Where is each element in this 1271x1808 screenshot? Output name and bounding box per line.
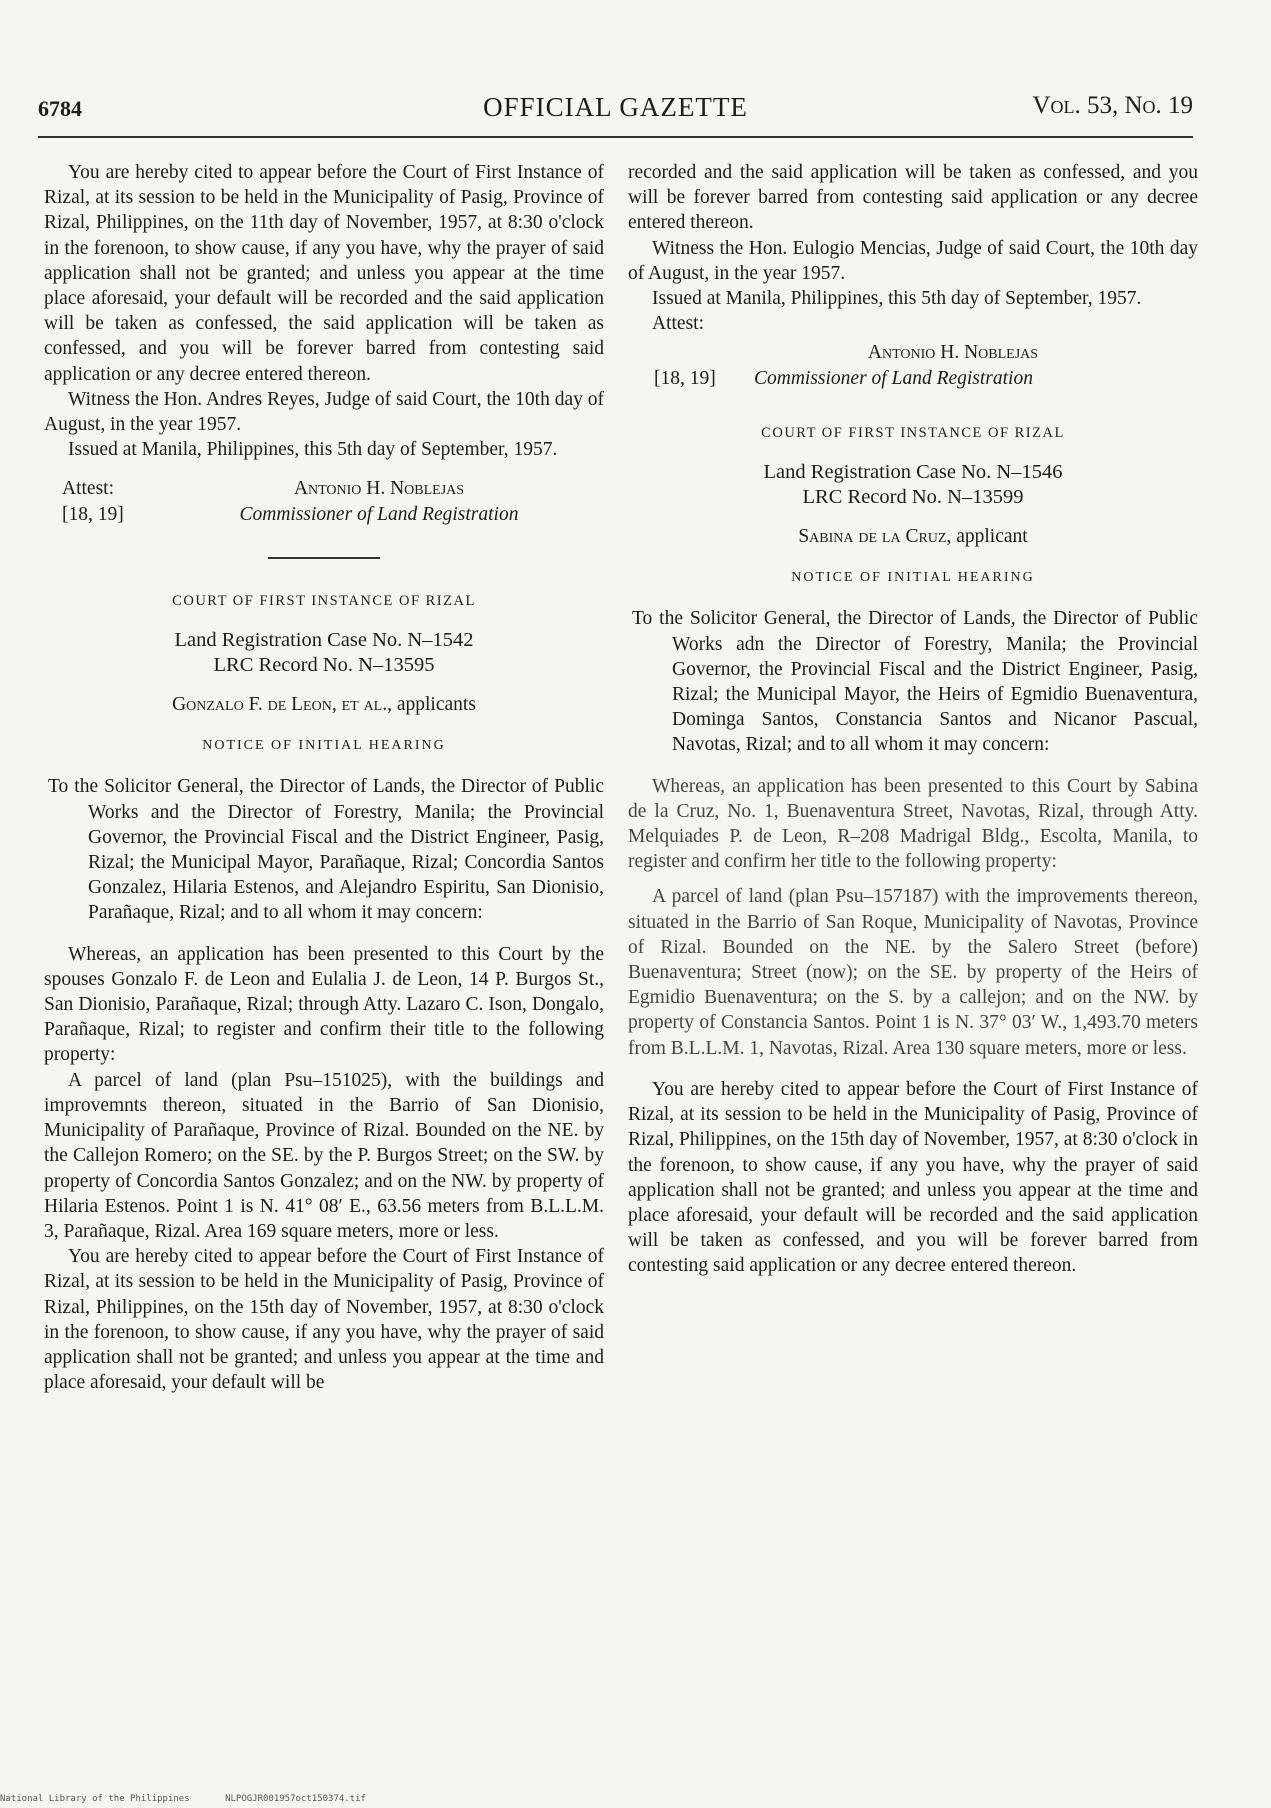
parcel-paragraph: A parcel of land (plan Psu–157187) with the improvements thereon, situated in the Barrio of San Roque, Municipality of Navotas, Province of Rizal. Bounded on the NE. by the Salero Street (before) Buenaventura; Street (now); on the SE. by property of the Heirs of Egmidio Buenaventura; on the S. by a callejon; and on the NW. by property of Constancia Santos. Point 1 is N. 37° 03′ W., 1,493.70 meters from B.L.L.M. 1, Navotas, Rizal. Area 130 square meters, more or less. bbox=[628, 886, 1198, 1059]
case-number: Land Registration Case No. N–1546 bbox=[763, 461, 1063, 484]
header-rule bbox=[38, 136, 1193, 138]
case-heading bbox=[628, 460, 1198, 510]
volume-issue: Vol. 53, No. 19 bbox=[1032, 92, 1193, 119]
addressees: To the Solicitor General, the Director of Lands, the Director of Public Works and the Director of Forestry, Manila; the Provincial Governor, the Provincial Fiscal and the District Engineer, Pasig, Rizal; the Municipal Mayor, Parañaque, Rizal; Concordia Santos Gonzalez, Hilaria Estenos, and Alejandro Espiritu, San Dionisio, Parañaque, Rizal; and to all whom it may concern: bbox=[48, 776, 604, 924]
case-number: Land Registration Case No. N–1542 bbox=[174, 629, 474, 652]
attest-block bbox=[44, 476, 604, 526]
notice-title: NOTICE OF INITIAL HEARING bbox=[202, 738, 446, 754]
cited-paragraph: You are hereby cited to appear before the Court of First Instance of Rizal, at its session to be held in the Municipality of Pasig, Province of Rizal, Philippines, on the 15th day of November, 1957, at 8:30 o'clock in the forenoon, to show cause, if any you have, why the prayer of said application shall not be granted; and unless you appear at the time and place aforesaid, your default will be bbox=[44, 1246, 604, 1394]
page-number: 6784 bbox=[38, 96, 82, 121]
cited-paragraph: You are hereby cited to appear before the Court of First Instance of Rizal, at its session to be held in the Municipality of Pasig, Province of Rizal, Philippines, on the 15th day of November, 1957, at 8:30 o'clock in the forenoon, to show cause, if any you have, why the prayer of said application shall not be granted; and unless you appear at the time and place aforesaid, your default will be recorded and the said application will be taken as confessed, and you will be forever barred from contesting said application or any decree entered thereon. bbox=[628, 1078, 1198, 1277]
addressees: To the Solicitor General, the Director of Lands, the Director of Public Works adn the Director of Forestry, Manila; the Provincial Governor, the Provincial Fiscal and the District Engineer, Pasig, Rizal; the Municipal Mayor, the Heirs of Egmidio Buenaventura, Dominga Santos, Constancia Santos and Nicanor Pascual, Navotas, Rizal; and to all whom it may concern: bbox=[632, 608, 1198, 756]
applicant-label: , applicant bbox=[946, 526, 1028, 548]
attest-label: Attest: bbox=[652, 313, 704, 335]
court-heading: COURT OF FIRST INSTANCE OF RIZAL bbox=[761, 424, 1065, 441]
whereas-paragraph: Whereas, an application has been presented to this Court by Sabina de la Cruz, No. 1, Buenaventura Street, Navotas, Rizal, through Atty. Melquiades P. de Leon, R–208 Madrigal Bldg., Escolta, Manila, to register and confirm her title to the following property: bbox=[628, 775, 1198, 873]
applicant-name: Sabina de la Cruz bbox=[798, 526, 947, 548]
continued-paragraph: recorded and the said application will be taken as confessed, and you will be forever barred from contesting said application or any decree entered thereon. bbox=[628, 162, 1198, 234]
issue-reference: [18, 19] bbox=[654, 367, 716, 389]
signatory-name: Antonio H. Noblejas bbox=[867, 342, 1039, 364]
witness-paragraph: Witness the Hon. Eulogio Mencias, Judge of said Court, the 10th day of August, in the year 1957. bbox=[628, 237, 1198, 284]
applicant-label: , applicants bbox=[387, 694, 476, 716]
witness-paragraph: Witness the Hon. Andres Reyes, Judge of said Court, the 10th day of August, in the year 1957. bbox=[44, 388, 604, 436]
section-divider bbox=[268, 557, 380, 559]
page-header bbox=[38, 92, 1193, 132]
notice-title: NOTICE OF INITIAL HEARING bbox=[791, 570, 1035, 586]
issue-reference: [18, 19] bbox=[62, 503, 124, 525]
applicant-line bbox=[628, 524, 1198, 549]
file-name: NLPOGJR001957oct150374.tif bbox=[225, 1794, 366, 1804]
right-column bbox=[628, 160, 1198, 1279]
signatory-title: Commissioner of Land Registration bbox=[754, 367, 1033, 389]
applicant-name: Gonzalo F. de Leon, et al. bbox=[172, 694, 388, 716]
case-heading bbox=[44, 628, 604, 678]
gazette-title: OFFICIAL GAZETTE bbox=[483, 92, 748, 122]
record-number: LRC Record No. N–13595 bbox=[213, 654, 435, 677]
issued-paragraph: Issued at Manila, Philippines, this 5th day of September, 1957. bbox=[68, 439, 558, 461]
scan-footer bbox=[0, 1794, 396, 1804]
library-credit: National Library of the Philippines bbox=[0, 1794, 190, 1804]
signatory-name: Antonio H. Noblejas bbox=[293, 478, 465, 500]
signatory-title: Commissioner of Land Registration bbox=[239, 503, 519, 525]
left-column bbox=[44, 160, 604, 1395]
court-heading: COURT OF FIRST INSTANCE OF RIZAL bbox=[172, 592, 476, 609]
attest-label: Attest: bbox=[62, 478, 114, 500]
parcel-paragraph: A parcel of land (plan Psu–151025), with the buildings and improvemnts thereon, situated in the Barrio of San Dionisio, Municipality of Parañaque, Province of Rizal. Bounded on the NE. by the Callejon Romero; on the SE. by the P. Burgos Street; on the SW. by property of Concordia Santos Gonzalez; and on the NW. by property of Hilaria Estenos. Point 1 is N. 41° 08′ E., 63.56 meters from B.L.L.M. 3, Parañaque, Rizal. Area 169 square meters, more or less. bbox=[44, 1069, 604, 1242]
continued-paragraph: You are hereby cited to appear before the Court of First Instance of Rizal, at its session to be held in the Municipality of Pasig, Province of Rizal, Philippines, on the 11th day of November, 1957, at 8:30 o'clock in the forenoon, to show cause, if any you have, why the prayer of said application shall not be granted; and unless you appear at the time place aforesaid, your default will be recorded and the said application will be taken as confessed, the said application will be taken as confessed, and you will be forever barred from contesting said application or any decree entered thereon. bbox=[44, 162, 604, 385]
issued-paragraph: Issued at Manila, Philippines, this 5th day of September, 1957. bbox=[652, 288, 1142, 310]
applicant-line bbox=[44, 692, 604, 717]
whereas-paragraph: Whereas, an application has been presented to this Court by the spouses Gonzalo F. de Leon and Eulalia J. de Leon, 14 P. Burgos St., San Dionisio, Parañaque, Rizal; through Atty. Lazaro C. Ison, Dongalo, Parañaque, Rizal; to register and confirm their title to the following property: bbox=[44, 943, 604, 1066]
record-number: LRC Record No. N–13599 bbox=[802, 486, 1024, 509]
